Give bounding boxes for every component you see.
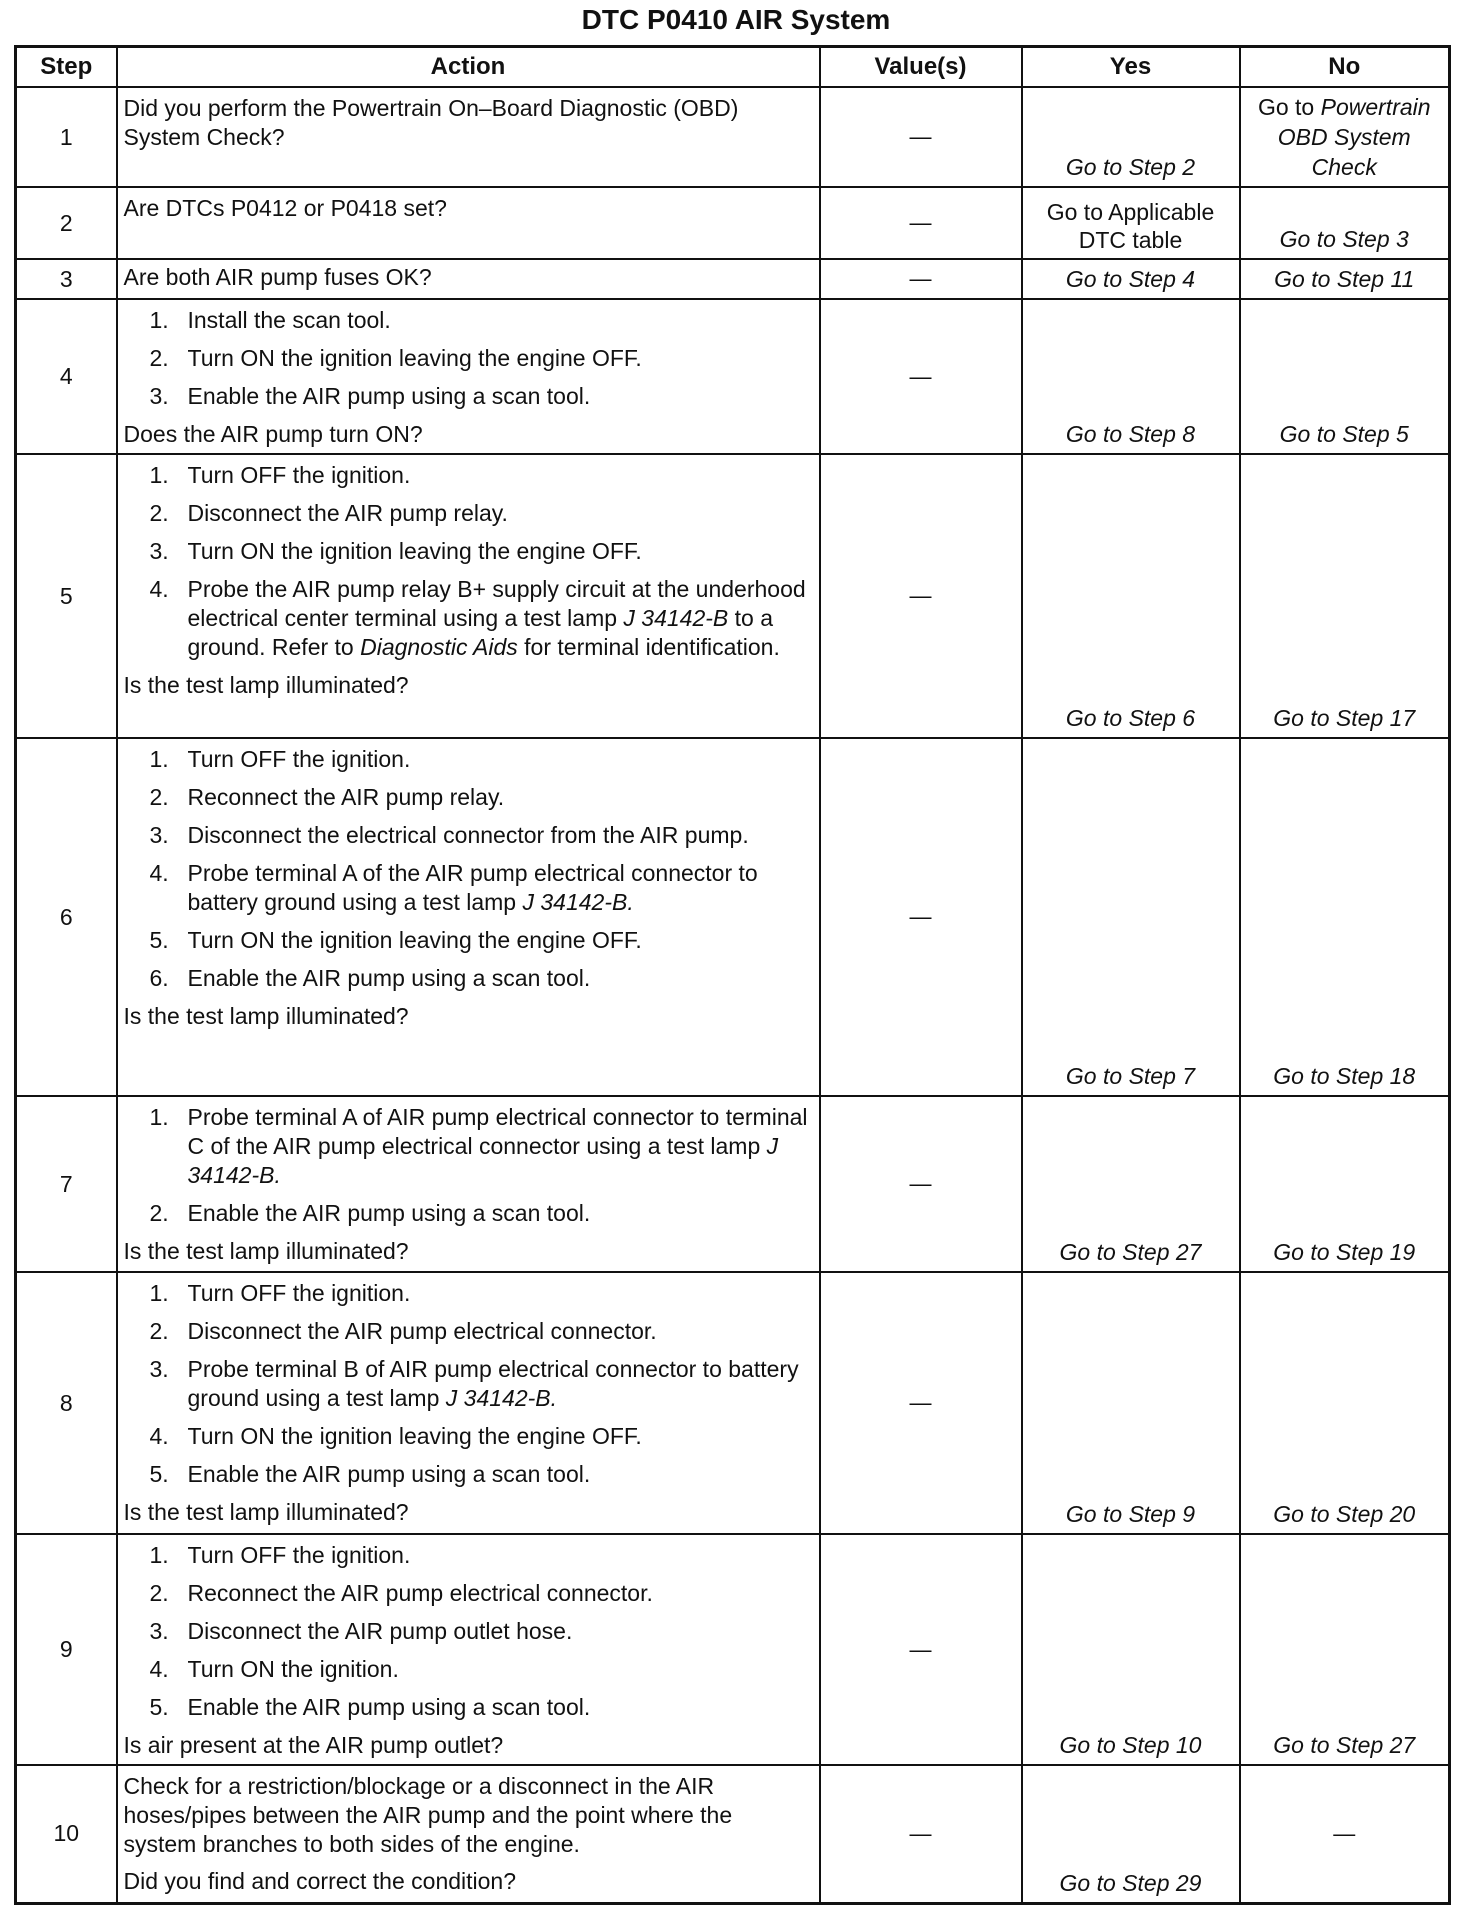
list-item <box>124 575 811 662</box>
table-row <box>16 738 1450 1096</box>
substep-text: Turn ON the ignition leaving the engine OFF. <box>187 345 642 371</box>
step-number: 5 <box>16 454 117 738</box>
substep-number: 1. <box>149 307 169 333</box>
substep-text: Reconnect the AIR pump relay. <box>187 784 505 810</box>
table-row <box>16 87 1450 187</box>
list-item <box>124 1422 811 1451</box>
action-cell <box>117 454 820 738</box>
substep-number: 2. <box>149 1318 169 1344</box>
value-cell: — <box>820 87 1022 187</box>
table-row <box>16 454 1450 738</box>
text-run: Probe the AIR pump relay B+ supply circuit at the underhood electrical center terminal using a test lamp <box>187 576 806 631</box>
value-cell: — <box>820 187 1022 259</box>
substep-text <box>188 575 811 662</box>
substep-text: Turn OFF the ignition. <box>187 1280 411 1306</box>
action-cell <box>117 738 820 1096</box>
substep-text <box>188 859 811 917</box>
header-no: No <box>1240 47 1450 88</box>
step-number: 1 <box>16 87 117 187</box>
yes-link[interactable]: Go to Step 6 <box>1022 454 1240 738</box>
substep-text: Disconnect the AIR pump electrical connector. <box>187 1318 657 1344</box>
substep-text: Turn ON the ignition leaving the engine OFF. <box>187 927 642 953</box>
list-item <box>124 1460 811 1489</box>
substep-text: Disconnect the AIR pump relay. <box>187 500 508 526</box>
substep-number: 2. <box>149 1200 169 1226</box>
tool-ref: J 34142-B. <box>445 1385 558 1411</box>
list-item <box>124 1579 811 1608</box>
value-cell: — <box>820 259 1022 299</box>
substep-number: 4. <box>149 1423 169 1449</box>
substep-text: Turn OFF the ignition. <box>187 462 411 488</box>
list-item <box>124 306 811 335</box>
substep-number: 2. <box>149 784 169 810</box>
action-cell <box>117 1096 820 1272</box>
substep-number: 3. <box>149 822 169 848</box>
substep-number: 4. <box>149 1656 169 1682</box>
step-number: 2 <box>16 187 117 259</box>
step-number: 8 <box>16 1272 117 1534</box>
list-item <box>124 1693 811 1722</box>
substep-number: 1. <box>149 462 169 488</box>
text-run: Probe terminal B of AIR pump electrical connector to battery ground using a test lamp <box>187 1356 799 1411</box>
list-item <box>124 1617 811 1646</box>
step-number: 6 <box>16 738 117 1096</box>
substep-number: 3. <box>149 1356 169 1382</box>
table-row <box>16 1534 1450 1765</box>
substep-number: 4. <box>149 860 169 886</box>
no-value: — <box>1240 1765 1450 1903</box>
step-number: 3 <box>16 259 117 299</box>
substep-number: 1. <box>149 1542 169 1568</box>
no-link[interactable]: Go to Step 18 <box>1240 738 1450 1096</box>
substep-number: 3. <box>149 538 169 564</box>
step-number: 9 <box>16 1534 117 1765</box>
yes-link[interactable]: Go to Step 29 <box>1022 1765 1240 1903</box>
yes-link[interactable]: Go to Step 7 <box>1022 738 1240 1096</box>
list-item <box>124 344 811 373</box>
substep-number: 1. <box>149 746 169 772</box>
substep-text: Turn ON the ignition. <box>187 1656 399 1682</box>
value-cell: — <box>820 454 1022 738</box>
substep-text: Enable the AIR pump using a scan tool. <box>187 1694 591 1720</box>
text-run: Probe terminal A of AIR pump electrical connector to terminal C of the AIR pump electrical connector using a test lamp <box>187 1104 808 1159</box>
action-cell <box>117 1534 820 1765</box>
question-text: Does the AIR pump turn ON? <box>123 421 423 447</box>
substep-text: Disconnect the AIR pump outlet hose. <box>187 1618 573 1644</box>
header-step: Step <box>16 47 117 88</box>
text-run: Probe terminal A of the AIR pump electrical connector to battery ground using a test lamp <box>187 860 758 915</box>
value-cell: — <box>820 1272 1022 1534</box>
value-cell: — <box>820 299 1022 454</box>
no-link-prefix: Go to <box>1257 94 1321 120</box>
question-text: Is the test lamp illuminated? <box>123 1003 409 1029</box>
yes-link[interactable]: Go to Step 9 <box>1022 1272 1240 1534</box>
no-link[interactable]: Go to Step 20 <box>1240 1272 1450 1534</box>
list-item <box>124 537 811 566</box>
substep-number: 2. <box>149 1580 169 1606</box>
table-row <box>16 187 1450 259</box>
substep-text: Enable the AIR pump using a scan tool. <box>187 1200 591 1226</box>
action-cell <box>117 1272 820 1534</box>
value-cell: — <box>820 1765 1022 1903</box>
action-text: Are both AIR pump fuses OK? <box>117 259 820 299</box>
list-item <box>124 1355 811 1413</box>
list-item <box>124 382 811 411</box>
document-title: DTC P0410 AIR System <box>581 4 891 35</box>
substep-text: Disconnect the electrical connector from the AIR pump. <box>187 822 749 848</box>
yes-link[interactable]: Go to Step 27 <box>1022 1096 1240 1272</box>
tool-ref: J 34142-B <box>623 605 729 631</box>
substep-text: Install the scan tool. <box>187 307 391 333</box>
list-item <box>124 1317 811 1346</box>
no-link-target: Powertrain OBD System Check <box>1277 94 1431 180</box>
table-row <box>16 259 1450 299</box>
substep-text <box>188 1355 811 1413</box>
value-cell: — <box>820 1096 1022 1272</box>
substep-number: 1. <box>149 1280 169 1306</box>
substep-text: Turn OFF the ignition. <box>187 1542 411 1568</box>
table-row <box>16 1096 1450 1272</box>
list-item <box>124 1199 811 1228</box>
header-row <box>16 47 1450 88</box>
yes-link[interactable]: Go to Step 2 <box>1022 87 1240 187</box>
substep-text: Enable the AIR pump using a scan tool. <box>187 383 591 409</box>
list-item <box>124 1279 811 1308</box>
list-item <box>124 821 811 850</box>
question-text: Is the test lamp illuminated? <box>123 1238 409 1264</box>
substep-number: 5. <box>149 1461 169 1487</box>
header-action: Action <box>117 47 820 88</box>
question-text: Did you find and correct the condition? <box>123 1868 517 1894</box>
question-text: Is air present at the AIR pump outlet? <box>123 1732 504 1758</box>
value-cell: — <box>820 1534 1022 1765</box>
table-row <box>16 299 1450 454</box>
yes-link[interactable]: Go to Step 10 <box>1022 1534 1240 1765</box>
substep-list <box>124 745 811 993</box>
step-number: 4 <box>16 299 117 454</box>
substep-text: Turn ON the ignition leaving the engine OFF. <box>187 538 642 564</box>
substep-text: Reconnect the AIR pump electrical connector. <box>187 1580 653 1606</box>
substep-number: 2. <box>149 345 169 371</box>
substep-text: Turn OFF the ignition. <box>187 746 411 772</box>
substep-text: Turn ON the ignition leaving the engine OFF. <box>187 1423 642 1449</box>
list-item <box>124 1541 811 1570</box>
substep-list <box>124 1541 811 1722</box>
value-cell: — <box>820 738 1022 1096</box>
list-item <box>124 461 811 490</box>
action-cell <box>117 299 820 454</box>
substep-list <box>124 1279 811 1489</box>
step-number: 7 <box>16 1096 117 1272</box>
no-link[interactable] <box>1240 87 1450 187</box>
yes-link[interactable]: Go to Applicable DTC table <box>1022 187 1240 259</box>
substep-number: 5. <box>149 1694 169 1720</box>
substep-text: Enable the AIR pump using a scan tool. <box>187 965 591 991</box>
header-yes: Yes <box>1022 47 1240 88</box>
substep-number: 6. <box>149 965 169 991</box>
yes-link[interactable]: Go to Step 8 <box>1022 299 1240 454</box>
list-item <box>124 1655 811 1684</box>
substep-text: Enable the AIR pump using a scan tool. <box>187 1461 591 1487</box>
table-row <box>16 1272 1450 1534</box>
substep-list <box>124 461 811 662</box>
tool-ref: J 34142-B. <box>522 889 634 915</box>
no-link[interactable]: Go to Step 19 <box>1240 1096 1450 1272</box>
text-run: to a ground. Refer to <box>187 605 774 660</box>
table-row <box>16 1765 1450 1903</box>
question-text: Is the test lamp illuminated? <box>123 1499 409 1525</box>
tool-ref: J 34142-B. <box>187 1133 779 1188</box>
yes-link[interactable]: Go to Step 4 <box>1022 259 1240 299</box>
list-item <box>124 783 811 812</box>
list-item <box>124 926 811 955</box>
substep-number: 1. <box>149 1104 169 1130</box>
no-link[interactable]: Go to Step 17 <box>1240 454 1450 738</box>
step-number: 10 <box>16 1765 117 1903</box>
substep-text <box>188 1103 811 1190</box>
action-text: Check for a restriction/blockage or a disconnect in the AIR hoses/pipes between the AIR pump and the point where the system branches to both sides of the engine. <box>123 1773 733 1857</box>
substep-number: 2. <box>149 500 169 526</box>
action-cell <box>117 1765 820 1903</box>
substep-number: 4. <box>149 576 169 602</box>
list-item <box>124 964 811 993</box>
list-item <box>124 1103 811 1190</box>
question-text: Is the test lamp illuminated? <box>123 672 409 698</box>
substep-number: 5. <box>149 927 169 953</box>
header-values: Value(s) <box>820 47 1022 88</box>
diagnostic-table <box>14 45 1451 1905</box>
action-text: Are DTCs P0412 or P0418 set? <box>117 187 820 259</box>
substep-list <box>124 306 811 411</box>
doc-ref: Diagnostic Aids <box>360 634 518 660</box>
no-link[interactable]: Go to Step 3 <box>1240 187 1450 259</box>
list-item <box>124 499 811 528</box>
list-item <box>124 745 811 774</box>
text-run: for terminal identification. <box>517 634 780 660</box>
substep-list <box>124 1103 811 1228</box>
no-link[interactable]: Go to Step 11 <box>1240 259 1450 299</box>
no-link[interactable]: Go to Step 27 <box>1240 1534 1450 1765</box>
action-text: Did you perform the Powertrain On–Board Diagnostic (OBD) System Check? <box>117 87 820 187</box>
list-item <box>124 859 811 917</box>
substep-number: 3. <box>149 1618 169 1644</box>
no-link[interactable]: Go to Step 5 <box>1240 299 1450 454</box>
substep-number: 3. <box>149 383 169 409</box>
